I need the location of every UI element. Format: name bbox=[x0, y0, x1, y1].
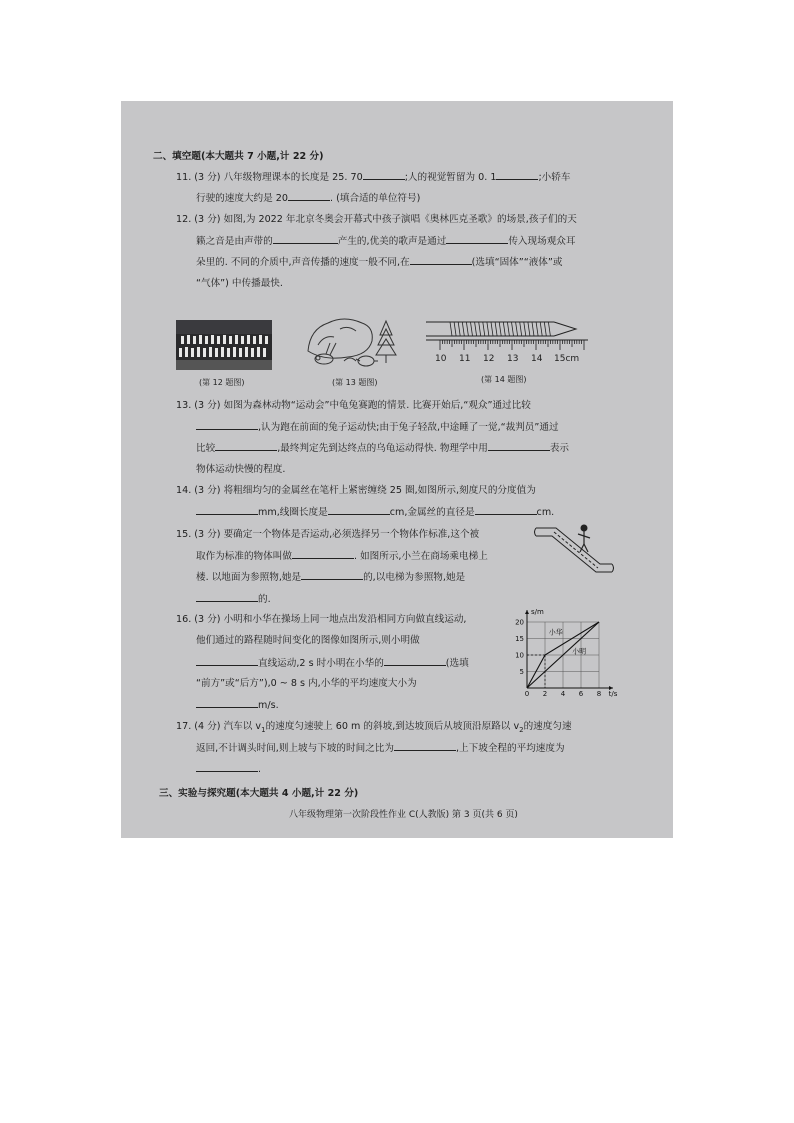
section3-heading: 三、实验与探究题(本大题共 4 小题,计 22 分) bbox=[159, 788, 359, 799]
q16-line5: m/s. bbox=[196, 698, 279, 712]
q12-line2: 籁之音是由声带的 产生的,优美的歌声是通过 传入现场观众耳 bbox=[196, 236, 576, 247]
q13-line1: 13. (3 分) 如图为森林动物“运动会”中龟兔赛跑的情景. 比赛开始后,“观众”通过比较 bbox=[176, 400, 531, 411]
q17-sub1: 1 bbox=[261, 725, 266, 734]
coil-winding bbox=[479, 322, 481, 336]
q13-line2: ,认为跑在前面的兔子运动快;由于兔子轻敌,中途睡了一觉,“裁判员”通过 bbox=[196, 420, 559, 434]
figure-14-caption: (第 14 题图) bbox=[481, 375, 527, 384]
ruler-label: 15cm bbox=[554, 354, 580, 364]
coil-winding bbox=[450, 322, 452, 336]
coil-winding bbox=[548, 322, 550, 336]
y-axis-label: s/m bbox=[531, 608, 544, 616]
coil-winding bbox=[512, 322, 514, 336]
ruler-label: 13 bbox=[507, 354, 519, 364]
q14-line1: 14. (3 分) 将粗细均匀的金属丝在笔杆上紧密缠绕 25 圈,如图所示,刻度尺的分度值为 bbox=[176, 485, 536, 496]
ruler-label: 14 bbox=[531, 354, 543, 364]
q13-line3: 比较 ,最终判定先到达终点的乌龟运动得快. 物理学中用 表示 bbox=[196, 443, 569, 454]
y-axis-arrow bbox=[525, 610, 529, 614]
q12-line4: “气体”) 中传播最快. bbox=[196, 278, 283, 289]
figure-12-caption: (第 12 题图) bbox=[199, 378, 245, 387]
coil-winding bbox=[454, 322, 456, 336]
series-label-xiaohua: 小华 bbox=[548, 628, 563, 637]
x-tick-label: 0 bbox=[524, 690, 530, 698]
q16-line3: 直线运动,2 s 时小明在小华的 (选填 bbox=[196, 656, 469, 670]
q15-line4: 的. bbox=[196, 592, 271, 606]
coil-winding bbox=[507, 322, 509, 336]
x-tick-label: 8 bbox=[596, 690, 602, 698]
section2-heading: 二、填空题(本大题共 7 小题,计 22 分) bbox=[153, 151, 324, 162]
figure-13-caption: (第 13 题图) bbox=[332, 378, 378, 387]
figure-12-photo bbox=[176, 320, 272, 370]
q12-line1: 12. (3 分) 如图,为 2022 年北京冬奥会开幕式中孩子演唱《奥林匹克圣歌》的场景,孩子们的天 bbox=[176, 214, 577, 225]
q16-line2: 他们通过的路程随时间变化的图像如图所示,则小明做 bbox=[196, 635, 420, 646]
coil-winding bbox=[540, 322, 542, 336]
coil-winding bbox=[528, 322, 530, 336]
page-footer: 八年级物理第一次阶段性作业 C(人教版) 第 3 页(共 6 页) bbox=[289, 810, 518, 820]
coil-winding bbox=[471, 322, 473, 336]
coil-winding bbox=[503, 322, 505, 336]
q17-sub2: 2 bbox=[519, 725, 524, 734]
coil-winding bbox=[520, 322, 522, 336]
coil-winding bbox=[487, 322, 489, 336]
x-tick-label: 6 bbox=[578, 690, 584, 698]
q17-line3: . bbox=[196, 762, 261, 776]
exam-page bbox=[121, 101, 673, 838]
coil-winding bbox=[462, 322, 464, 336]
y-tick-label: 15 bbox=[515, 635, 524, 643]
y-tick-label: 10 bbox=[515, 651, 524, 660]
coil-winding bbox=[532, 322, 534, 336]
coil-winding bbox=[495, 322, 497, 336]
coil-winding bbox=[458, 322, 460, 336]
q17-line2: 返回,不计调头时间,则上坡与下坡的时间之比为 ,上下坡全程的平均速度为 bbox=[196, 743, 565, 754]
y-tick-label: 5 bbox=[519, 668, 524, 676]
x-tick-label: 2 bbox=[542, 690, 548, 698]
figure-15-escalator bbox=[534, 520, 614, 575]
q15-line3: 楼. 以地面为参照物,她是 的,以电梯为参照物,她是 bbox=[196, 572, 466, 583]
coil-winding bbox=[536, 322, 538, 336]
q11-line2: 行驶的速度大约是 20 . (填合适的单位符号) bbox=[196, 193, 421, 204]
y-tick-label: 20 bbox=[515, 618, 524, 627]
coil-winding bbox=[524, 322, 526, 336]
coil-winding bbox=[483, 322, 485, 336]
series-label-xiaoming: 小明 bbox=[572, 647, 587, 656]
ruler-label: 10 bbox=[435, 354, 447, 364]
figure-16-chart bbox=[511, 606, 631, 698]
coil-winding bbox=[475, 322, 477, 336]
coil-winding bbox=[516, 322, 518, 336]
x-axis-label: t/s bbox=[608, 690, 618, 698]
q12-line3: 朵里的. 不同的介质中,声音传播的速度一般不同,在 (选填“固体”“液体”或 bbox=[196, 257, 563, 268]
q13-line4: 物体运动快慢的程度. bbox=[196, 464, 286, 475]
q16-line4: “前方”或“后方”),0 ~ 8 s 内,小华的平均速度大小为 bbox=[196, 678, 417, 689]
st-chart-svg bbox=[511, 606, 631, 698]
q15-line1: 15. (3 分) 要确定一个物体是否运动,必须选择另一个物体作标准,这个被 bbox=[176, 529, 480, 540]
coil-winding bbox=[499, 322, 501, 336]
q17-line1: 17. (4 分) 汽车以 $v_1$的速度匀速驶上 60 m 的斜坡,到达坡顶后从坡顶沿原路以 $v_2$的速度匀速 bbox=[176, 721, 572, 734]
figure-14-ruler bbox=[426, 314, 588, 374]
q15-line2: 取作为标准的物体叫做 . 如图所示,小兰在商场乘电梯上 bbox=[196, 551, 488, 562]
coil-winding bbox=[466, 322, 468, 336]
ruler-label: 12 bbox=[483, 354, 495, 364]
q11-line1: 11. (3 分) 八年级物理课本的长度是 25. 70 ;人的视觉暂留为 0. 1 ;小轿车 bbox=[176, 172, 571, 183]
coil-winding bbox=[544, 322, 546, 336]
x-tick-label: 4 bbox=[560, 690, 566, 698]
coil-winding bbox=[491, 322, 493, 336]
q14-line2: mm,线圈长度是 cm,金属丝的直径是 cm. bbox=[196, 505, 554, 519]
ruler-label: 11 bbox=[459, 354, 471, 364]
figure-13-drawing bbox=[304, 311, 404, 369]
q16-line1: 16. (3 分) 小明和小华在操场上同一地点出发沿相同方向做直线运动, bbox=[176, 614, 467, 625]
